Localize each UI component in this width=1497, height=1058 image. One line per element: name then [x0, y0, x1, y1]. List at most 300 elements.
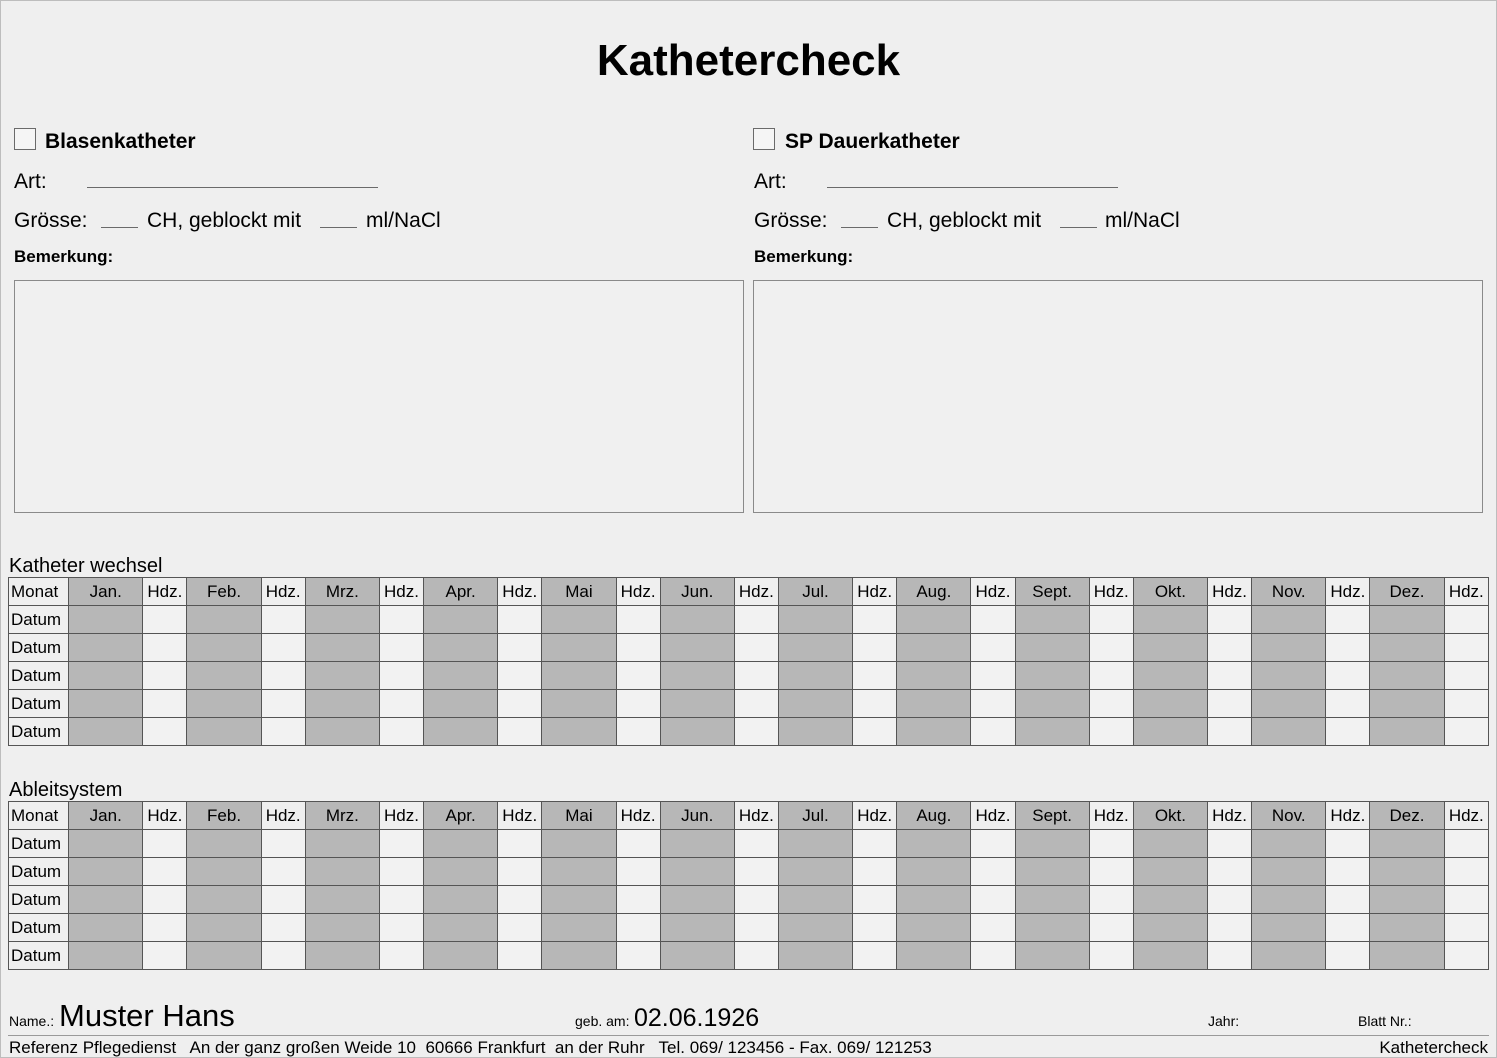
left-ml-line[interactable]	[320, 227, 357, 228]
hdz-cell[interactable]	[616, 914, 660, 942]
date-cell[interactable]	[305, 690, 379, 718]
datum-label: Datum	[9, 830, 69, 858]
hdz-cell[interactable]	[734, 690, 778, 718]
date-cell[interactable]	[778, 606, 852, 634]
date-cell[interactable]	[1370, 662, 1444, 690]
hdz-cell[interactable]	[1089, 718, 1133, 746]
hdz-cell[interactable]	[261, 634, 305, 662]
date-cell[interactable]	[897, 662, 971, 690]
date-cell[interactable]	[778, 830, 852, 858]
date-cell[interactable]	[660, 718, 734, 746]
date-cell[interactable]	[542, 914, 616, 942]
date-cell[interactable]	[69, 886, 143, 914]
hdz-cell[interactable]	[1208, 634, 1252, 662]
datum-label: Datum	[9, 662, 69, 690]
date-cell[interactable]	[660, 662, 734, 690]
hdz-cell[interactable]	[1089, 830, 1133, 858]
hdz-cell[interactable]	[379, 886, 423, 914]
hdz-cell[interactable]	[1326, 886, 1370, 914]
table-row	[9, 886, 1489, 914]
date-cell[interactable]	[542, 690, 616, 718]
hdz-cell[interactable]	[498, 858, 542, 886]
hdz-cell[interactable]	[1326, 830, 1370, 858]
hdz-cell[interactable]	[498, 914, 542, 942]
hdz-cell[interactable]	[1089, 858, 1133, 886]
date-cell[interactable]	[424, 718, 498, 746]
date-cell[interactable]	[542, 606, 616, 634]
datum-label: Datum	[9, 690, 69, 718]
month-header: Nov.	[1252, 802, 1326, 830]
ableitsystem-title: Ableitsystem	[9, 779, 123, 801]
hdz-cell[interactable]	[1444, 858, 1488, 886]
hdz-cell[interactable]	[498, 886, 542, 914]
date-cell[interactable]	[1133, 942, 1207, 970]
hdz-cell[interactable]	[1208, 830, 1252, 858]
date-cell[interactable]	[897, 914, 971, 942]
hdz-cell[interactable]	[1089, 662, 1133, 690]
date-cell[interactable]	[1133, 914, 1207, 942]
date-cell[interactable]	[542, 830, 616, 858]
hdz-cell[interactable]	[498, 690, 542, 718]
date-cell[interactable]	[69, 858, 143, 886]
date-cell[interactable]	[1015, 942, 1089, 970]
hdz-cell[interactable]	[971, 718, 1015, 746]
hdz-cell[interactable]	[143, 690, 187, 718]
hdz-cell[interactable]	[379, 690, 423, 718]
hdz-cell[interactable]	[971, 634, 1015, 662]
hdz-cell[interactable]	[1444, 942, 1488, 970]
hdz-header: Hdz.	[1326, 578, 1370, 606]
hdz-cell[interactable]	[1089, 914, 1133, 942]
date-cell[interactable]	[424, 886, 498, 914]
left-ml-label: ml/NaCl	[366, 209, 441, 232]
hdz-cell[interactable]	[616, 718, 660, 746]
hdz-cell[interactable]	[379, 914, 423, 942]
date-cell[interactable]	[1370, 606, 1444, 634]
datum-label: Datum	[9, 914, 69, 942]
month-header: Jun.	[660, 578, 734, 606]
hdz-cell[interactable]	[143, 662, 187, 690]
date-cell[interactable]	[542, 886, 616, 914]
hdz-cell[interactable]	[379, 942, 423, 970]
hdz-cell[interactable]	[143, 886, 187, 914]
date-cell[interactable]	[1370, 942, 1444, 970]
date-cell[interactable]	[1252, 718, 1326, 746]
date-cell[interactable]	[69, 690, 143, 718]
date-cell[interactable]	[305, 858, 379, 886]
date-cell[interactable]	[187, 886, 261, 914]
hdz-cell[interactable]	[1089, 606, 1133, 634]
hdz-cell[interactable]	[143, 718, 187, 746]
hdz-header: Hdz.	[379, 578, 423, 606]
hdz-cell[interactable]	[1089, 690, 1133, 718]
date-cell[interactable]	[897, 886, 971, 914]
month-header: Jun.	[660, 802, 734, 830]
right-art-line[interactable]	[827, 187, 1118, 188]
date-cell[interactable]	[1133, 690, 1207, 718]
date-cell[interactable]	[1252, 858, 1326, 886]
hdz-cell[interactable]	[261, 886, 305, 914]
date-cell[interactable]	[187, 858, 261, 886]
date-cell[interactable]	[1252, 886, 1326, 914]
right-ch-line[interactable]	[841, 227, 878, 228]
date-cell[interactable]	[1252, 690, 1326, 718]
date-cell[interactable]	[1370, 634, 1444, 662]
date-cell[interactable]	[424, 690, 498, 718]
table-row	[9, 718, 1489, 746]
hdz-cell[interactable]	[734, 858, 778, 886]
date-cell[interactable]	[1252, 914, 1326, 942]
date-cell[interactable]	[1015, 690, 1089, 718]
date-cell[interactable]	[778, 942, 852, 970]
date-cell[interactable]	[305, 634, 379, 662]
date-cell[interactable]	[424, 634, 498, 662]
date-cell[interactable]	[542, 718, 616, 746]
hdz-cell[interactable]	[1208, 718, 1252, 746]
hdz-cell[interactable]	[616, 830, 660, 858]
hdz-cell[interactable]	[734, 942, 778, 970]
date-cell[interactable]	[305, 606, 379, 634]
date-cell[interactable]	[187, 662, 261, 690]
date-cell[interactable]	[305, 718, 379, 746]
date-cell[interactable]	[660, 942, 734, 970]
hdz-cell[interactable]	[379, 718, 423, 746]
hdz-cell[interactable]	[616, 662, 660, 690]
left-art-line[interactable]	[87, 187, 378, 188]
date-cell[interactable]	[69, 634, 143, 662]
date-cell[interactable]	[542, 634, 616, 662]
date-cell[interactable]	[305, 942, 379, 970]
hdz-cell[interactable]	[853, 690, 897, 718]
date-cell[interactable]	[187, 830, 261, 858]
datum-label: Datum	[9, 858, 69, 886]
date-cell[interactable]	[187, 690, 261, 718]
right-bemerkung-box[interactable]	[753, 280, 1483, 513]
date-cell[interactable]	[542, 662, 616, 690]
date-cell[interactable]	[778, 662, 852, 690]
date-cell[interactable]	[1370, 886, 1444, 914]
geb-value[interactable]: 02.06.1926	[634, 1004, 760, 1032]
header-row	[9, 802, 1489, 830]
right-ml-label: ml/NaCl	[1105, 209, 1180, 232]
hdz-cell[interactable]	[853, 718, 897, 746]
date-cell[interactable]	[660, 914, 734, 942]
hdz-cell[interactable]	[261, 858, 305, 886]
hdz-cell[interactable]	[616, 606, 660, 634]
hdz-cell[interactable]	[379, 606, 423, 634]
date-cell[interactable]	[424, 830, 498, 858]
date-cell[interactable]	[778, 690, 852, 718]
date-cell[interactable]	[187, 718, 261, 746]
hdz-cell[interactable]	[1089, 634, 1133, 662]
hdz-cell[interactable]	[1444, 718, 1488, 746]
date-cell[interactable]	[424, 606, 498, 634]
date-cell[interactable]	[660, 690, 734, 718]
date-cell[interactable]	[1015, 634, 1089, 662]
date-cell[interactable]	[187, 942, 261, 970]
date-cell[interactable]	[69, 606, 143, 634]
date-cell[interactable]	[1015, 830, 1089, 858]
datum-label: Datum	[9, 886, 69, 914]
hdz-cell[interactable]	[1326, 634, 1370, 662]
date-cell[interactable]	[660, 886, 734, 914]
hdz-cell[interactable]	[498, 942, 542, 970]
hdz-cell[interactable]	[1208, 606, 1252, 634]
hdz-cell[interactable]	[261, 662, 305, 690]
hdz-cell[interactable]	[261, 606, 305, 634]
date-cell[interactable]	[897, 634, 971, 662]
date-cell[interactable]	[897, 942, 971, 970]
hdz-cell[interactable]	[261, 914, 305, 942]
date-cell[interactable]	[1133, 662, 1207, 690]
hdz-cell[interactable]	[1444, 662, 1488, 690]
date-cell[interactable]	[1015, 886, 1089, 914]
hdz-cell[interactable]	[734, 914, 778, 942]
date-cell[interactable]	[897, 830, 971, 858]
date-cell[interactable]	[1015, 606, 1089, 634]
name-value[interactable]: Muster Hans	[59, 998, 235, 1033]
hdz-cell[interactable]	[853, 606, 897, 634]
hdz-cell[interactable]	[379, 830, 423, 858]
hdz-cell[interactable]	[379, 662, 423, 690]
hdz-cell[interactable]	[143, 830, 187, 858]
date-cell[interactable]	[1015, 858, 1089, 886]
hdz-cell[interactable]	[734, 830, 778, 858]
hdz-header: Hdz.	[1089, 802, 1133, 830]
sp-dauerkatheter-checkbox[interactable]	[753, 128, 775, 150]
hdz-cell[interactable]	[261, 690, 305, 718]
date-cell[interactable]	[424, 662, 498, 690]
date-cell[interactable]	[1252, 606, 1326, 634]
date-cell[interactable]	[1252, 634, 1326, 662]
left-bemerkung-box[interactable]	[14, 280, 744, 513]
hdz-cell[interactable]	[734, 606, 778, 634]
hdz-cell[interactable]	[616, 858, 660, 886]
hdz-cell[interactable]	[1326, 718, 1370, 746]
left-bemerkung-label: Bemerkung:	[14, 247, 114, 266]
hdz-cell[interactable]	[498, 606, 542, 634]
hdz-cell[interactable]	[1444, 830, 1488, 858]
hdz-cell[interactable]	[616, 886, 660, 914]
blatt-label: Blatt Nr.:	[1358, 1013, 1412, 1029]
hdz-cell[interactable]	[734, 886, 778, 914]
date-cell[interactable]	[1370, 690, 1444, 718]
hdz-cell[interactable]	[971, 690, 1015, 718]
date-cell[interactable]	[1133, 634, 1207, 662]
datum-label: Datum	[9, 606, 69, 634]
date-cell[interactable]	[305, 886, 379, 914]
hdz-cell[interactable]	[143, 914, 187, 942]
date-cell[interactable]	[424, 914, 498, 942]
date-cell[interactable]	[187, 606, 261, 634]
date-cell[interactable]	[897, 718, 971, 746]
date-cell[interactable]	[1133, 718, 1207, 746]
date-cell[interactable]	[1252, 662, 1326, 690]
table-row	[9, 690, 1489, 718]
hdz-header: Hdz.	[1208, 578, 1252, 606]
date-cell[interactable]	[1015, 662, 1089, 690]
hdz-cell[interactable]	[143, 634, 187, 662]
right-groesse-label: Grösse:	[754, 209, 828, 232]
hdz-cell[interactable]	[1326, 914, 1370, 942]
hdz-cell[interactable]	[616, 634, 660, 662]
date-cell[interactable]	[660, 634, 734, 662]
date-cell[interactable]	[778, 718, 852, 746]
hdz-cell[interactable]	[1326, 662, 1370, 690]
hdz-header: Hdz.	[498, 802, 542, 830]
date-cell[interactable]	[187, 914, 261, 942]
date-cell[interactable]	[69, 662, 143, 690]
date-cell[interactable]	[660, 858, 734, 886]
hdz-cell[interactable]	[853, 886, 897, 914]
hdz-cell[interactable]	[1208, 858, 1252, 886]
hdz-cell[interactable]	[379, 634, 423, 662]
hdz-cell[interactable]	[1444, 634, 1488, 662]
hdz-cell[interactable]	[1208, 690, 1252, 718]
table-row	[9, 914, 1489, 942]
hdz-cell[interactable]	[616, 690, 660, 718]
hdz-cell[interactable]	[734, 634, 778, 662]
month-header: Feb.	[187, 578, 261, 606]
date-cell[interactable]	[305, 830, 379, 858]
date-cell[interactable]	[1133, 606, 1207, 634]
date-cell[interactable]	[1133, 858, 1207, 886]
hdz-cell[interactable]	[971, 606, 1015, 634]
table-row	[9, 858, 1489, 886]
hdz-cell[interactable]	[971, 830, 1015, 858]
hdz-cell[interactable]	[261, 718, 305, 746]
hdz-header: Hdz.	[971, 578, 1015, 606]
hdz-header: Hdz.	[1208, 802, 1252, 830]
date-cell[interactable]	[69, 718, 143, 746]
hdz-header: Hdz.	[1089, 578, 1133, 606]
hdz-cell[interactable]	[498, 634, 542, 662]
hdz-cell[interactable]	[971, 942, 1015, 970]
hdz-cell[interactable]	[498, 718, 542, 746]
hdz-cell[interactable]	[143, 942, 187, 970]
date-cell[interactable]	[1370, 858, 1444, 886]
date-cell[interactable]	[778, 886, 852, 914]
blasenkatheter-checkbox[interactable]	[14, 128, 36, 150]
hdz-cell[interactable]	[853, 914, 897, 942]
hdz-cell[interactable]	[1444, 606, 1488, 634]
hdz-cell[interactable]	[143, 606, 187, 634]
date-cell[interactable]	[660, 830, 734, 858]
right-bemerkung-label: Bemerkung:	[754, 247, 854, 266]
hdz-cell[interactable]	[1326, 942, 1370, 970]
hdz-cell[interactable]	[734, 662, 778, 690]
date-cell[interactable]	[778, 914, 852, 942]
date-cell[interactable]	[305, 662, 379, 690]
footer-form-name: Kathetercheck	[1379, 1038, 1488, 1057]
month-header: Okt.	[1133, 578, 1207, 606]
hdz-cell[interactable]	[143, 858, 187, 886]
hdz-cell[interactable]	[853, 942, 897, 970]
hdz-cell[interactable]	[1444, 690, 1488, 718]
hdz-header: Hdz.	[971, 802, 1015, 830]
date-cell[interactable]	[897, 606, 971, 634]
hdz-cell[interactable]	[971, 886, 1015, 914]
hdz-cell[interactable]	[498, 662, 542, 690]
hdz-cell[interactable]	[616, 942, 660, 970]
footer-divider	[8, 1035, 1489, 1036]
date-cell[interactable]	[1252, 942, 1326, 970]
hdz-cell[interactable]	[853, 662, 897, 690]
table-row	[9, 942, 1489, 970]
hdz-header: Hdz.	[734, 578, 778, 606]
date-cell[interactable]	[69, 914, 143, 942]
date-cell[interactable]	[542, 858, 616, 886]
date-cell[interactable]	[424, 858, 498, 886]
table-row	[9, 830, 1489, 858]
hdz-header: Hdz.	[1326, 802, 1370, 830]
hdz-cell[interactable]	[853, 634, 897, 662]
date-cell[interactable]	[897, 858, 971, 886]
hdz-cell[interactable]	[1089, 942, 1133, 970]
hdz-cell[interactable]	[853, 858, 897, 886]
date-cell[interactable]	[897, 690, 971, 718]
date-cell[interactable]	[1015, 914, 1089, 942]
date-cell[interactable]	[542, 942, 616, 970]
date-cell[interactable]	[660, 606, 734, 634]
hdz-cell[interactable]	[853, 830, 897, 858]
date-cell[interactable]	[305, 914, 379, 942]
hdz-header: Hdz.	[261, 578, 305, 606]
date-cell[interactable]	[778, 634, 852, 662]
hdz-cell[interactable]	[1089, 886, 1133, 914]
right-ml-line[interactable]	[1060, 227, 1097, 228]
hdz-cell[interactable]	[261, 942, 305, 970]
name-label: Name.:	[9, 1013, 55, 1029]
hdz-cell[interactable]	[1208, 914, 1252, 942]
month-header: Apr.	[424, 802, 498, 830]
date-cell[interactable]	[778, 858, 852, 886]
hdz-cell[interactable]	[498, 830, 542, 858]
left-ch-line[interactable]	[101, 227, 138, 228]
hdz-cell[interactable]	[1208, 942, 1252, 970]
date-cell[interactable]	[1252, 830, 1326, 858]
hdz-cell[interactable]	[1326, 606, 1370, 634]
hdz-cell[interactable]	[971, 858, 1015, 886]
date-cell[interactable]	[69, 830, 143, 858]
date-cell[interactable]	[1370, 914, 1444, 942]
date-cell[interactable]	[1370, 830, 1444, 858]
hdz-cell[interactable]	[379, 858, 423, 886]
month-header: Mrz.	[305, 802, 379, 830]
date-cell[interactable]	[1133, 886, 1207, 914]
date-cell[interactable]	[187, 634, 261, 662]
date-cell[interactable]	[1015, 718, 1089, 746]
month-header: Jan.	[69, 802, 143, 830]
hdz-cell[interactable]	[1444, 886, 1488, 914]
datum-label: Datum	[9, 718, 69, 746]
hdz-cell[interactable]	[971, 914, 1015, 942]
hdz-cell[interactable]	[1444, 914, 1488, 942]
hdz-cell[interactable]	[734, 718, 778, 746]
hdz-cell[interactable]	[261, 830, 305, 858]
month-header: Feb.	[187, 802, 261, 830]
date-cell[interactable]	[424, 942, 498, 970]
hdz-cell[interactable]	[1326, 858, 1370, 886]
hdz-cell[interactable]	[1208, 886, 1252, 914]
hdz-cell[interactable]	[1208, 662, 1252, 690]
hdz-cell[interactable]	[971, 662, 1015, 690]
hdz-cell[interactable]	[1326, 690, 1370, 718]
date-cell[interactable]	[1133, 830, 1207, 858]
date-cell[interactable]	[69, 942, 143, 970]
geb-label: geb. am:	[575, 1013, 630, 1029]
date-cell[interactable]	[1370, 718, 1444, 746]
